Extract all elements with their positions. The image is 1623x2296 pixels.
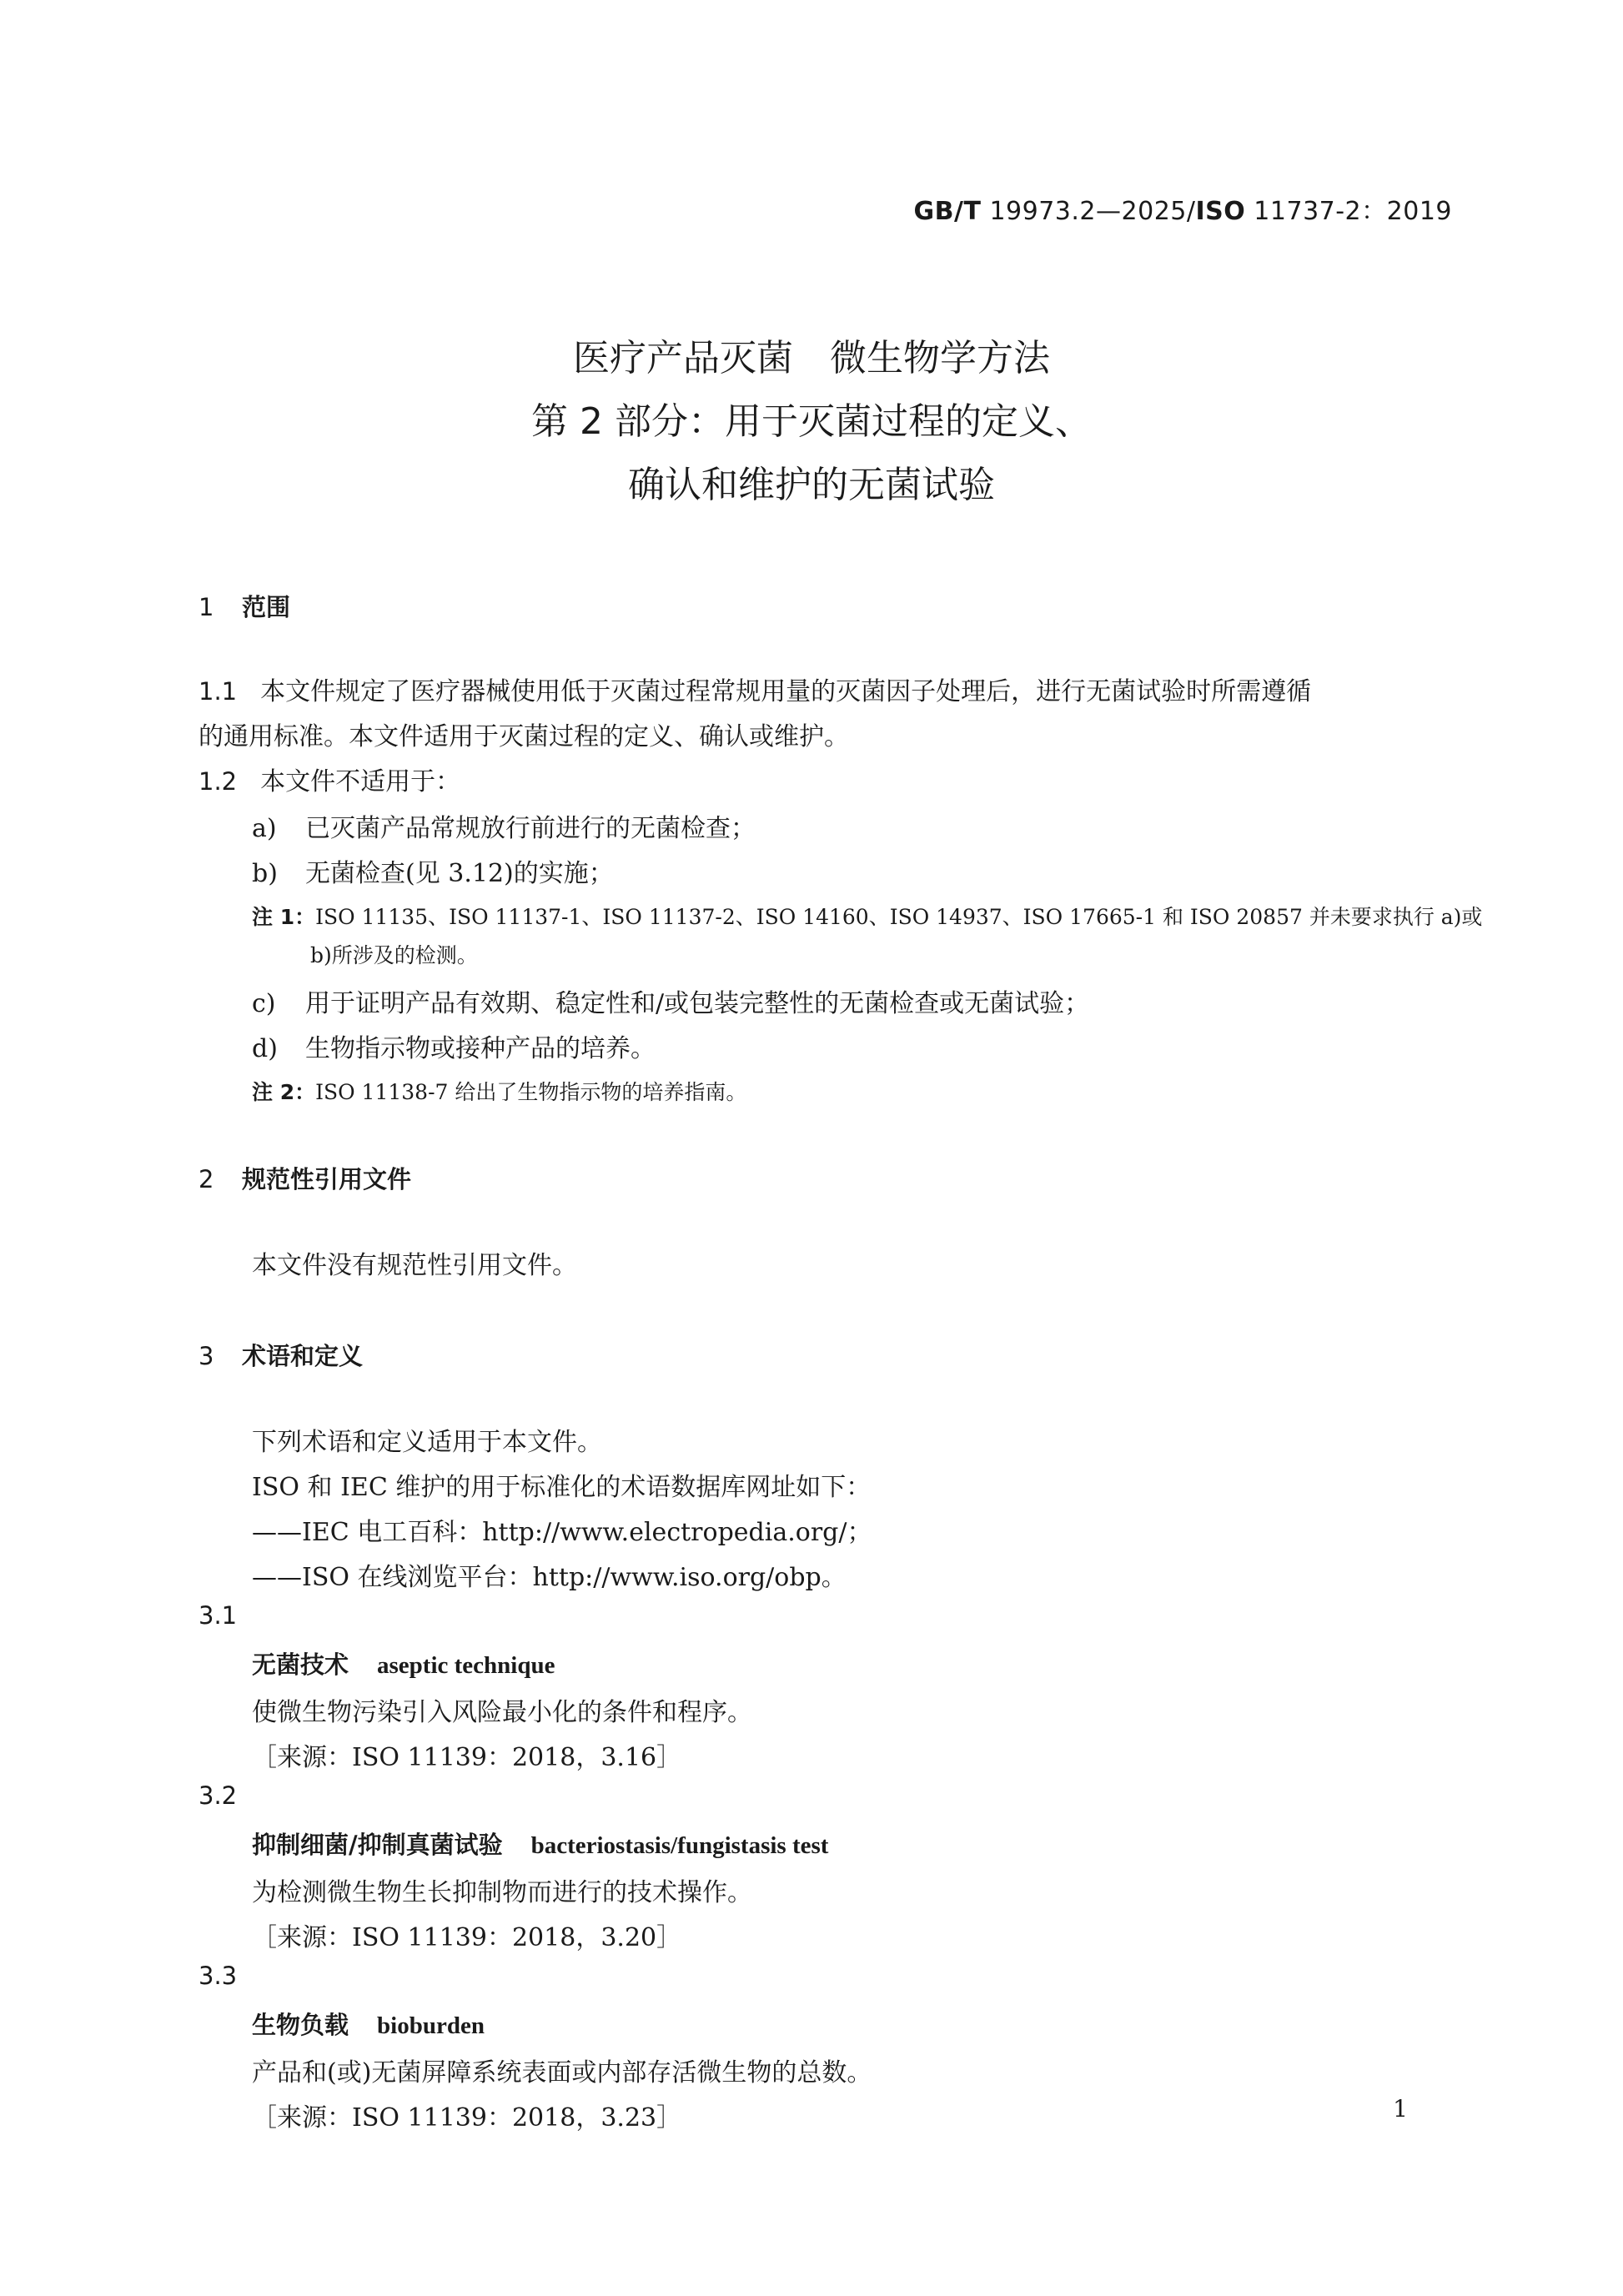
- list-item-b: [252, 852, 614, 889]
- term-3-3-number: 3.3: [198, 1962, 238, 1990]
- code-iso-number: 11737-2：2019: [1245, 197, 1452, 226]
- clause-1-1-line-1: [198, 671, 1311, 707]
- note-2-label: 注 2：: [252, 1080, 316, 1104]
- list-item-b-mark: b): [252, 859, 278, 888]
- section-2-heading: [198, 1161, 411, 1195]
- note-2: [252, 1076, 746, 1106]
- section-3-intro-1: 下列术语和定义适用于本文件。: [252, 1428, 602, 1457]
- term-3-2-en: bacteriostasis/fungistasis test: [530, 1832, 829, 1859]
- clause-1-1-number: 1.1: [198, 677, 238, 706]
- section-1-title: 范围: [242, 593, 291, 621]
- term-3-1-number: 3.1: [198, 1601, 238, 1630]
- note-2-text: ISO 11138-7 给出了生物指示物的培养指南。: [315, 1080, 747, 1104]
- list-item-c: [252, 982, 1089, 1019]
- list-item-b-text: 无菌检查(见 3.12)的实施；: [305, 859, 614, 888]
- section-3-heading: [198, 1338, 363, 1372]
- term-3-3-source: ［来源：ISO 11139：2018，3.23］: [252, 2103, 682, 2133]
- standard-code: [914, 190, 1453, 227]
- page-number: 1: [1393, 2095, 1408, 2123]
- list-item-d-mark: d): [252, 1034, 278, 1063]
- term-3-1-en: aseptic technique: [377, 1652, 555, 1679]
- term-3-2-heading: [252, 1826, 828, 1861]
- section-3-intro-2: ISO 和 IEC 维护的用于标准化的术语数据库网址如下：: [252, 1473, 872, 1502]
- section-1-number: 1: [198, 593, 214, 621]
- term-3-1-heading: [252, 1646, 555, 1681]
- code-number: 19973.2—2025/: [981, 197, 1196, 226]
- iso-obp-link-line: ——ISO 在线浏览平台：http://www.iso.org/obp。: [252, 1563, 847, 1592]
- clause-1-1-line-2: 的通用标准。本文件适用于灭菌过程的定义、确认或维护。: [198, 722, 849, 751]
- title-line-1: 医疗产品灭菌 微生物学方法: [573, 337, 1050, 379]
- term-3-1-zh: 无菌技术: [252, 1650, 349, 1679]
- clause-1-1-text: 本文件规定了医疗器械使用低于灭菌过程常规用量的灭菌因子处理后，进行无菌试验时所需遵循: [260, 677, 1312, 706]
- note-1-line-2: b)所涉及的检测。: [310, 943, 478, 967]
- section-3-number: 3: [198, 1342, 214, 1370]
- term-3-3-zh: 生物负载: [252, 2011, 349, 2039]
- section-2-number: 2: [198, 1165, 214, 1193]
- section-2-title: 规范性引用文件: [242, 1165, 412, 1193]
- list-item-a-text: 已灭菌产品常规放行前进行的无菌检查；: [305, 814, 756, 843]
- note-1-text: ISO 11135、ISO 11137-1、ISO 11137-2、ISO 14160、ISO 14937、ISO 17665-1 和 ISO 20857 并未要求执行 a)或: [315, 905, 1483, 929]
- section-1-heading: [198, 589, 290, 623]
- term-3-3-en: bioburden: [377, 2012, 485, 2039]
- section-3-title: 术语和定义: [242, 1342, 364, 1370]
- term-3-3-definition: 产品和(或)无菌屏障系统表面或内部存活微生物的总数。: [252, 2058, 872, 2088]
- list-item-d: [252, 1027, 656, 1064]
- clause-1-2: [198, 761, 460, 797]
- term-3-2-source: ［来源：ISO 11139：2018，3.20］: [252, 1923, 682, 1952]
- list-item-c-text: 用于证明产品有效期、稳定性和/或包装完整性的无菌检查或无菌试验；: [305, 989, 1090, 1018]
- clause-1-2-number: 1.2: [198, 767, 238, 796]
- note-1-line-1: [252, 901, 1482, 931]
- term-3-2-definition: 为检测微生物生长抑制物而进行的技术操作。: [252, 1878, 752, 1907]
- title-line-2: 第 2 部分：用于灭菌过程的定义、: [531, 400, 1092, 443]
- term-3-1-source: ［来源：ISO 11139：2018，3.16］: [252, 1743, 682, 1772]
- code-gbt: GB/T: [913, 197, 982, 226]
- list-item-a: [252, 807, 756, 844]
- clause-1-2-text: 本文件不适用于：: [260, 767, 461, 796]
- term-3-2-zh: 抑制细菌/抑制真菌试验: [252, 1831, 503, 1859]
- term-3-2-number: 3.2: [198, 1781, 238, 1810]
- list-item-c-mark: c): [252, 989, 276, 1018]
- note-1-label: 注 1：: [252, 905, 316, 929]
- code-iso: ISO: [1195, 197, 1246, 226]
- term-3-1-definition: 使微生物污染引入风险最小化的条件和程序。: [252, 1698, 752, 1727]
- section-2-text: 本文件没有规范性引用文件。: [252, 1251, 577, 1280]
- term-3-3-heading: [252, 2007, 485, 2041]
- electropedia-link-line: ——IEC 电工百科：http://www.electropedia.org/；: [252, 1518, 872, 1547]
- list-item-d-text: 生物指示物或接种产品的培养。: [305, 1034, 656, 1063]
- list-item-a-mark: a): [252, 814, 277, 843]
- title-line-3: 确认和维护的无菌试验: [628, 464, 995, 506]
